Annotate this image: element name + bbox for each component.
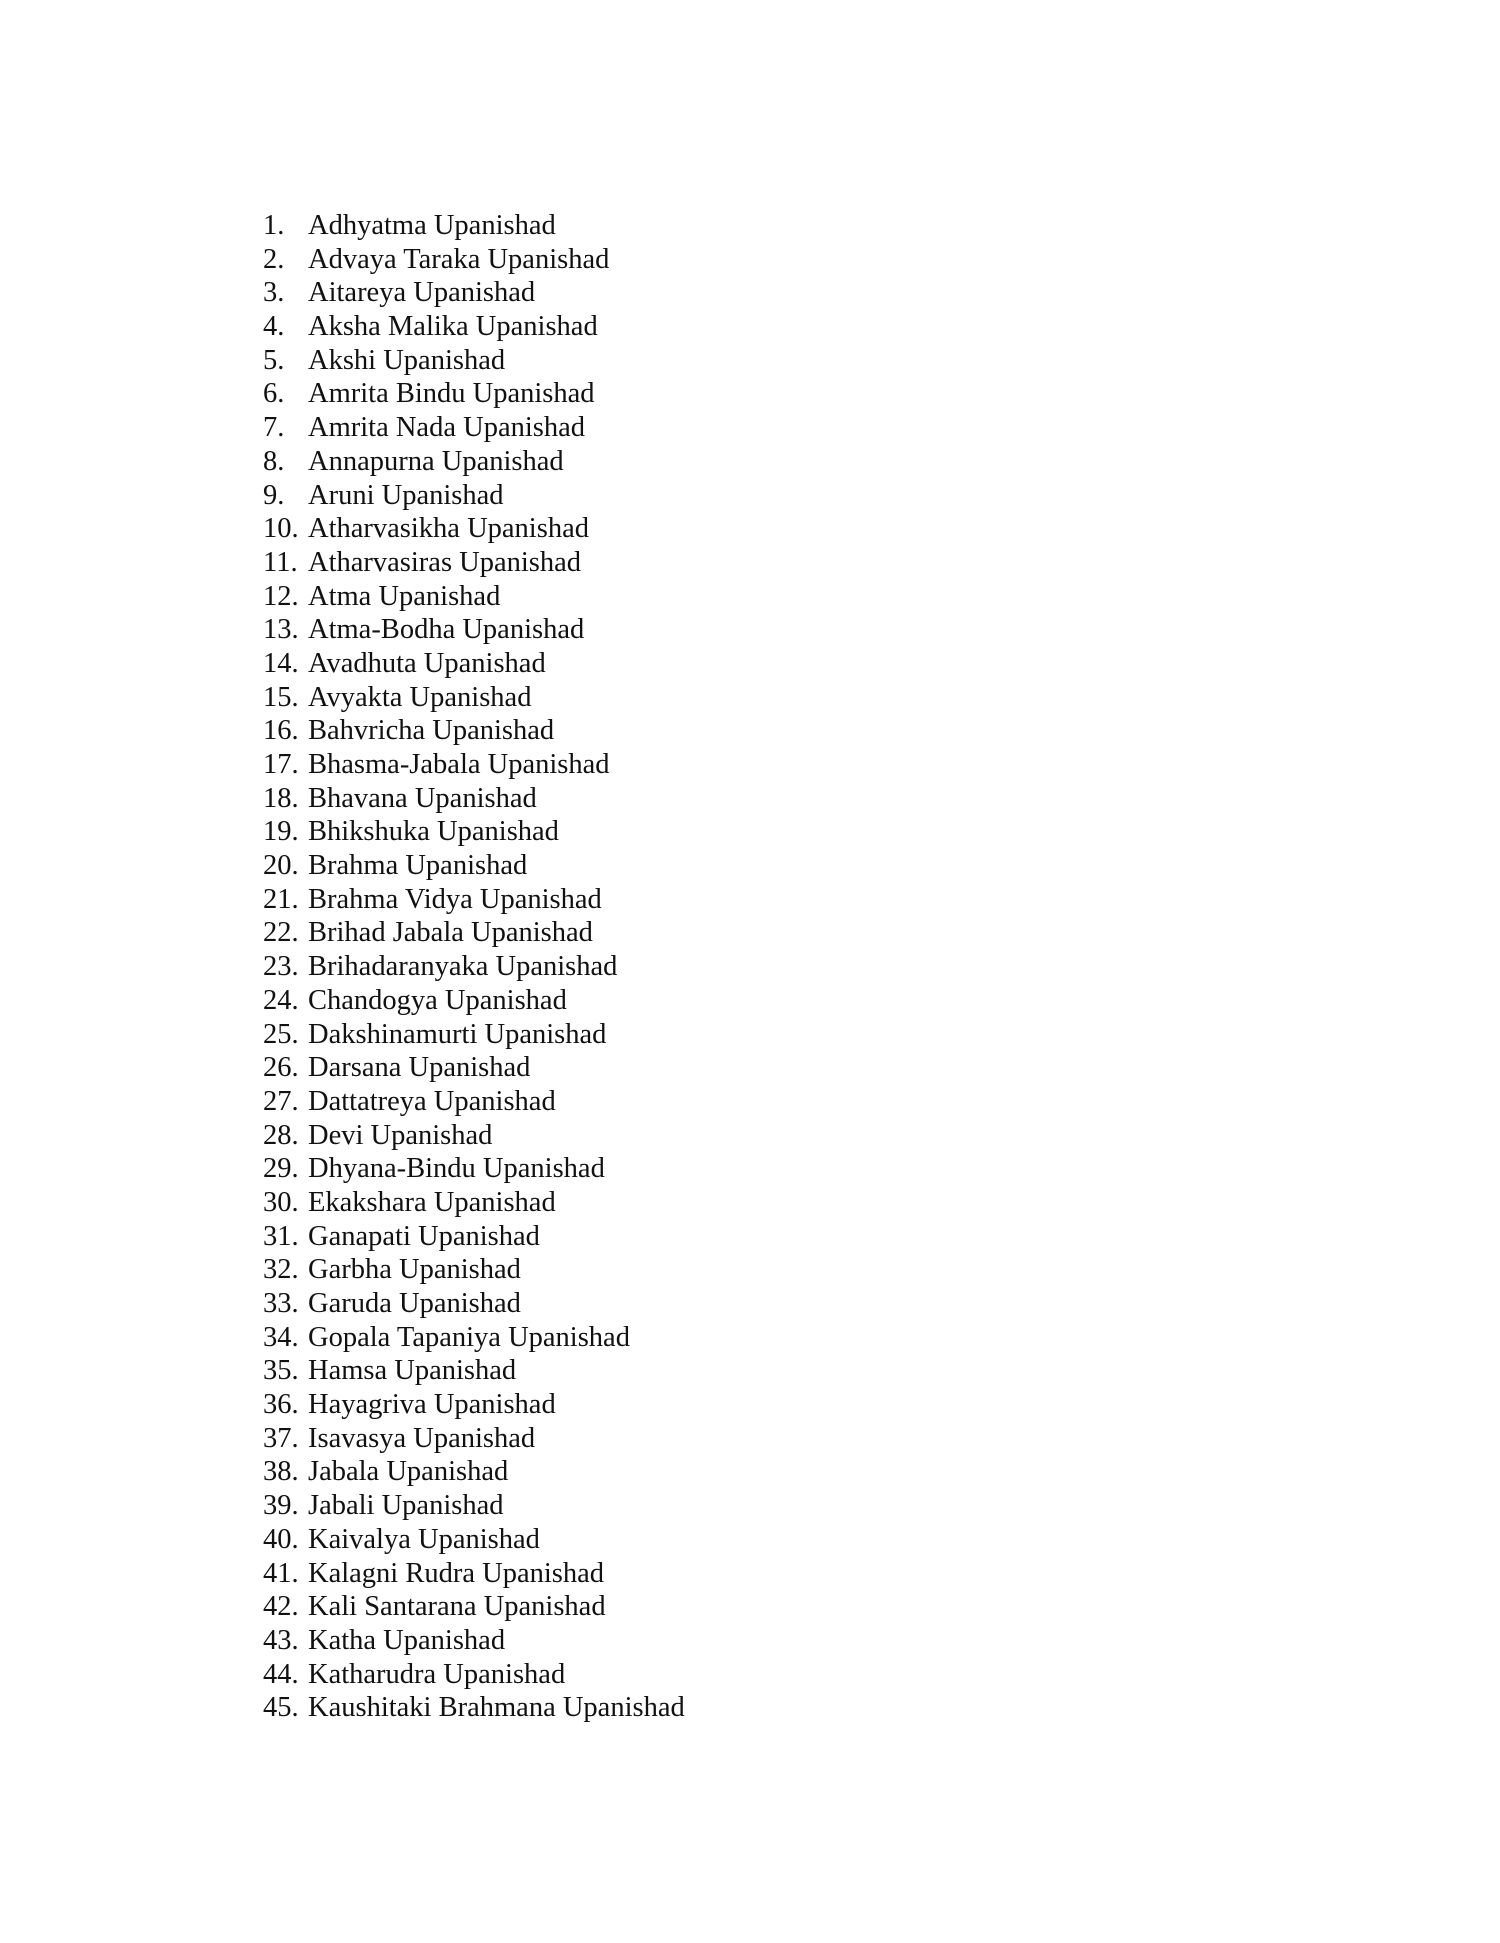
list-item-number: 23. xyxy=(263,951,299,983)
list-item-number: 15. xyxy=(263,681,299,713)
list-item-number: 24. xyxy=(263,984,299,1016)
list-item-title: Brihadaranyaka Upanishad xyxy=(308,951,618,983)
list-item-title: Jabali Upanishad xyxy=(308,1490,504,1522)
list-item-number: 20. xyxy=(263,850,299,882)
list-item-number: 12. xyxy=(263,580,299,612)
list-item xyxy=(263,512,685,546)
list-item-title: Bhavana Upanishad xyxy=(308,782,537,814)
list-item-title: Katharudra Upanishad xyxy=(308,1658,566,1690)
list-item xyxy=(263,1624,685,1658)
list-item xyxy=(263,310,685,344)
list-item-title: Atharvasiras Upanishad xyxy=(308,546,582,578)
list-item xyxy=(263,748,685,782)
list-item-title: Amrita Bindu Upanishad xyxy=(308,378,595,410)
list-item-title: Garuda Upanishad xyxy=(308,1288,521,1319)
list-item xyxy=(263,1253,685,1287)
list-item-number: 41. xyxy=(263,1557,299,1589)
list-item-title: Hayagriva Upanishad xyxy=(308,1389,556,1421)
list-item-number: 21. xyxy=(263,883,299,915)
list-item-title: Amrita Nada Upanishad xyxy=(308,412,585,444)
list-item-title: Avyakta Upanishad xyxy=(308,681,532,713)
list-item xyxy=(263,1489,685,1523)
list-item-number: 9. xyxy=(263,479,285,511)
list-item-title: Devi Upanishad xyxy=(308,1119,493,1151)
list-item xyxy=(263,1590,685,1624)
list-item-number: 22. xyxy=(263,917,299,949)
list-item-number: 44. xyxy=(263,1658,299,1690)
list-item-title: Dakshinamurti Upanishad xyxy=(308,1018,607,1050)
list-item-title: Atma-Bodha Upanishad xyxy=(308,614,585,646)
list-item-title: Advaya Taraka Upanishad xyxy=(308,243,610,275)
list-item-number: 25. xyxy=(263,1018,299,1050)
list-item-title: Brahma Vidya Upanishad xyxy=(308,883,602,915)
list-item-number: 27. xyxy=(263,1085,299,1117)
list-item-title: Bhasma-Jabala Upanishad xyxy=(308,749,610,780)
list-item xyxy=(263,681,685,715)
list-item-number: 36. xyxy=(263,1389,299,1421)
list-item xyxy=(263,1557,685,1591)
list-item xyxy=(263,445,685,479)
list-item xyxy=(263,916,685,950)
list-item-title: Jabala Upanishad xyxy=(308,1456,509,1488)
list-item xyxy=(263,276,685,310)
list-item xyxy=(263,883,685,917)
list-item-title: Avadhuta Upanishad xyxy=(308,647,546,679)
list-item-number: 39. xyxy=(263,1490,299,1522)
list-item-number: 6. xyxy=(263,378,285,410)
list-item xyxy=(263,950,685,984)
list-item-number: 17. xyxy=(263,749,299,780)
list-item xyxy=(263,377,685,411)
list-item-title: Ganapati Upanishad xyxy=(308,1220,540,1252)
list-item xyxy=(263,647,685,681)
list-item-number: 35. xyxy=(263,1355,299,1387)
list-item xyxy=(263,1321,685,1355)
list-item xyxy=(263,1287,685,1321)
list-item-number: 10. xyxy=(263,513,299,545)
list-item-number: 5. xyxy=(263,344,285,376)
list-item xyxy=(263,984,685,1018)
list-item xyxy=(263,1523,685,1557)
list-item-number: 3. xyxy=(263,277,285,309)
list-item-number: 38. xyxy=(263,1456,299,1488)
list-item-number: 34. xyxy=(263,1321,299,1353)
list-item-title: Darsana Upanishad xyxy=(308,1052,531,1084)
list-item-number: 43. xyxy=(263,1624,299,1656)
list-item xyxy=(263,546,685,580)
list-item xyxy=(263,1422,685,1456)
list-item-number: 31. xyxy=(263,1220,299,1252)
list-item xyxy=(263,849,685,883)
list-item-number: 18. xyxy=(263,782,299,814)
list-item-number: 33. xyxy=(263,1288,299,1319)
list-item-title: Chandogya Upanishad xyxy=(308,984,567,1016)
list-item-title: Aksha Malika Upanishad xyxy=(308,311,598,343)
list-item-title: Kalagni Rudra Upanishad xyxy=(308,1557,605,1589)
list-item-number: 13. xyxy=(263,614,299,646)
list-item-title: Isavasya Upanishad xyxy=(308,1422,536,1454)
list-item xyxy=(263,411,685,445)
list-item-number: 32. xyxy=(263,1254,299,1286)
list-item xyxy=(263,209,685,243)
list-item xyxy=(263,1354,685,1388)
list-item xyxy=(263,1186,685,1220)
list-item xyxy=(263,1388,685,1422)
list-item-number: 29. xyxy=(263,1153,299,1185)
list-item-title: Gopala Tapaniya Upanishad xyxy=(308,1321,630,1353)
list-item-number: 37. xyxy=(263,1422,299,1454)
list-item-title: Adhyatma Upanishad xyxy=(308,210,556,241)
list-item-number: 7. xyxy=(263,412,285,444)
list-item-title: Akshi Upanishad xyxy=(308,344,506,376)
list-item xyxy=(263,479,685,513)
list-item-number: 42. xyxy=(263,1591,299,1623)
list-item-number: 30. xyxy=(263,1186,299,1218)
list-item xyxy=(263,1085,685,1119)
list-item xyxy=(263,1018,685,1052)
list-item xyxy=(263,1691,685,1725)
list-item-number: 8. xyxy=(263,445,285,477)
list-item xyxy=(263,1658,685,1692)
list-item-title: Aruni Upanishad xyxy=(308,479,504,511)
upanishad-list xyxy=(263,209,685,1725)
list-item-number: 1. xyxy=(263,210,285,241)
list-item-title: Aitareya Upanishad xyxy=(308,277,536,309)
list-item xyxy=(263,243,685,277)
list-item-title: Kaivalya Upanishad xyxy=(308,1523,540,1555)
list-item xyxy=(263,1152,685,1186)
list-item-title: Katha Upanishad xyxy=(308,1624,506,1656)
list-item xyxy=(263,782,685,816)
list-item-number: 45. xyxy=(263,1692,299,1724)
list-item-number: 4. xyxy=(263,311,285,343)
list-item xyxy=(263,815,685,849)
list-item-number: 26. xyxy=(263,1052,299,1084)
list-item-number: 40. xyxy=(263,1523,299,1555)
list-item-number: 28. xyxy=(263,1119,299,1151)
list-item-title: Atma Upanishad xyxy=(308,580,501,612)
list-item-number: 14. xyxy=(263,647,299,679)
list-item-title: Bhikshuka Upanishad xyxy=(308,816,559,848)
list-item-title: Hamsa Upanishad xyxy=(308,1355,517,1387)
list-item xyxy=(263,1119,685,1153)
list-item-title: Ekakshara Upanishad xyxy=(308,1186,556,1218)
list-item xyxy=(263,1051,685,1085)
list-item xyxy=(263,613,685,647)
list-item xyxy=(263,580,685,614)
list-item xyxy=(263,714,685,748)
list-item-number: 11. xyxy=(263,546,298,578)
list-item-title: Brahma Upanishad xyxy=(308,850,528,882)
list-item-number: 19. xyxy=(263,816,299,848)
list-item-title: Kali Santarana Upanishad xyxy=(308,1591,606,1623)
list-item-title: Brihad Jabala Upanishad xyxy=(308,917,593,949)
list-item-title: Kaushitaki Brahmana Upanishad xyxy=(308,1692,685,1724)
list-item-title: Bahvricha Upanishad xyxy=(308,715,555,747)
list-item-title: Annapurna Upanishad xyxy=(308,445,564,477)
list-item xyxy=(263,1455,685,1489)
list-item-title: Dhyana-Bindu Upanishad xyxy=(308,1153,605,1185)
list-item-number: 16. xyxy=(263,715,299,747)
list-item xyxy=(263,1220,685,1254)
list-item-number: 2. xyxy=(263,243,285,275)
list-item-title: Garbha Upanishad xyxy=(308,1254,521,1286)
list-item-title: Dattatreya Upanishad xyxy=(308,1085,556,1117)
list-item-title: Atharvasikha Upanishad xyxy=(308,513,589,545)
list-item xyxy=(263,344,685,378)
